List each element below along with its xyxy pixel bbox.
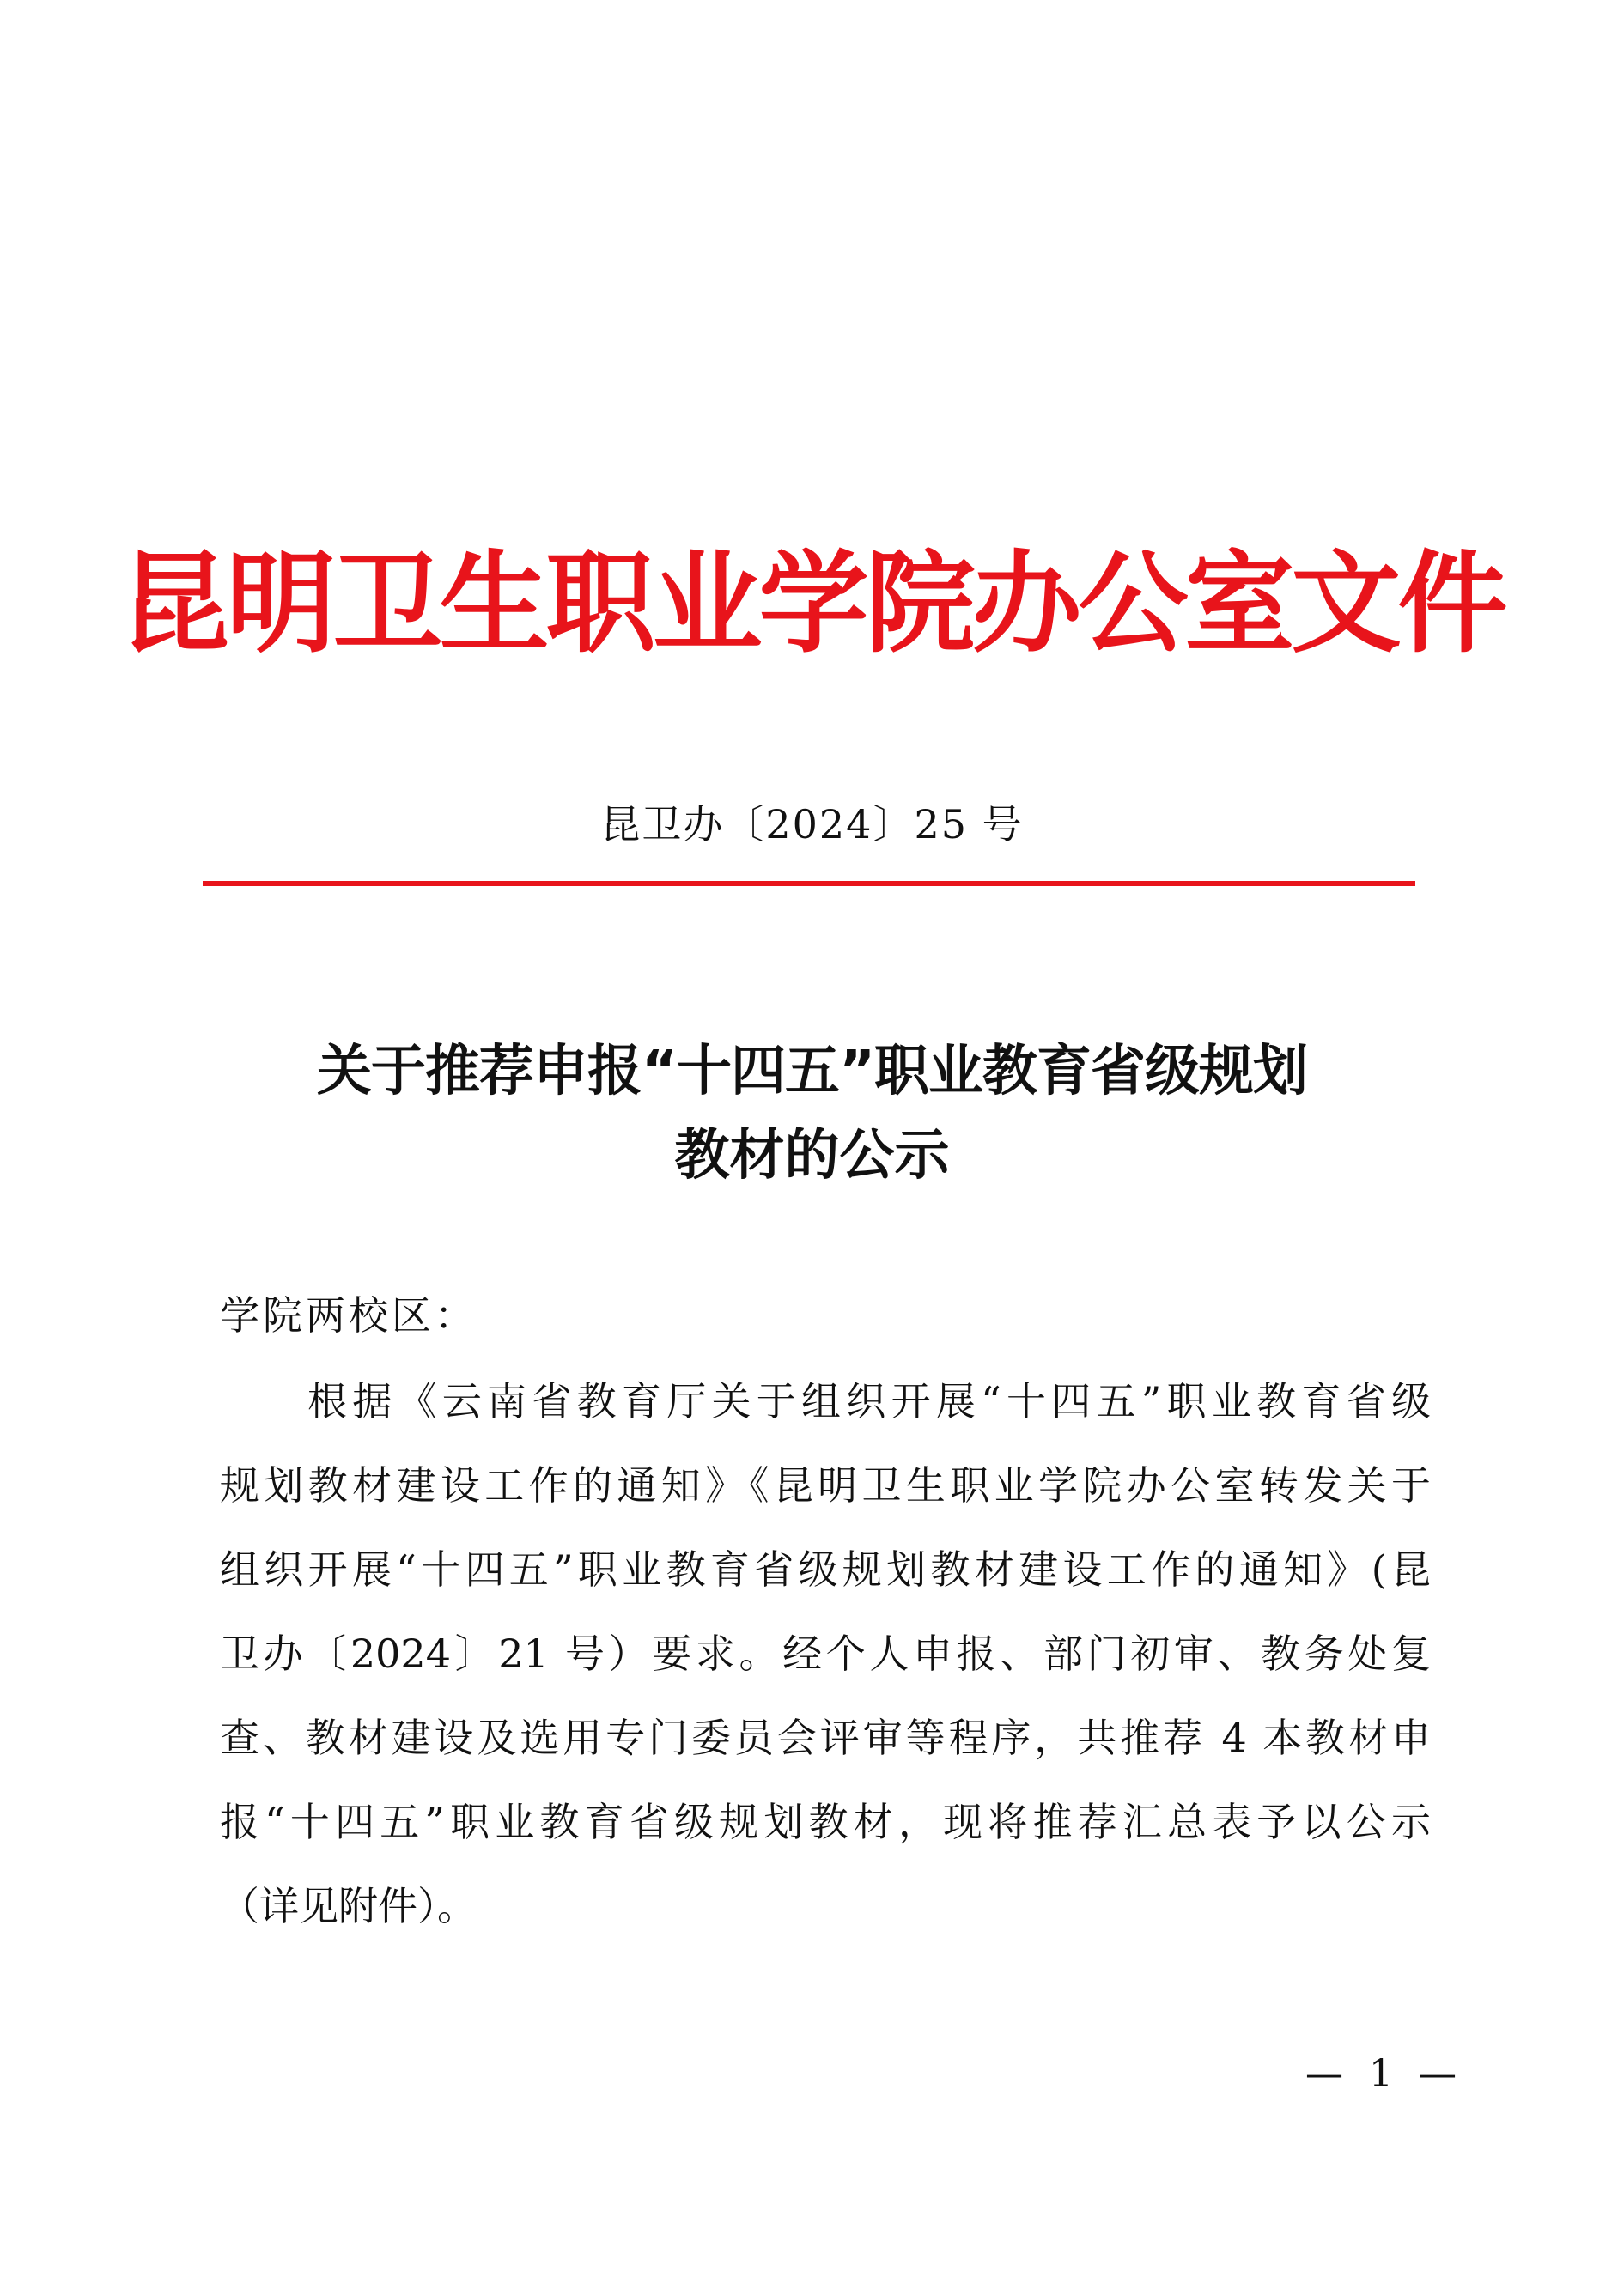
body-line-2: 规划教材建设工作的通知》《昆明卫生职业学院办公室转发关于: [220, 1462, 1431, 1509]
page-number: — 1 —: [1305, 2052, 1463, 2096]
red-divider-line: [203, 881, 1415, 886]
document-number: 昆卫办〔2024〕25 号: [600, 801, 1024, 847]
salutation: 学院两校区：: [220, 1292, 477, 1339]
org-title: 昆明卫生职业学院办公室文件: [119, 539, 1505, 668]
notice-title-line-1: 关于推荐申报“十四五”职业教育省级规划: [316, 1040, 1308, 1103]
body-line-6: 报“十四五”职业教育省级规划教材，现将推荐汇总表予以公示: [220, 1799, 1431, 1845]
body-line-4: 卫办〔2024〕21 号）要求。经个人申报、部门初审、教务处复: [220, 1631, 1431, 1677]
body-line-1: 根据《云南省教育厅关于组织开展“十四五”职业教育省级: [307, 1378, 1431, 1424]
body-line-5: 查、教材建设及选用专门委员会评审等程序，共推荐 4 本教材申: [220, 1715, 1431, 1761]
body-line-3: 组织开展“十四五”职业教育省级规划教材建设工作的通知》(昆: [220, 1546, 1431, 1593]
notice-title-line-2: 教材的公示: [674, 1124, 950, 1187]
body-line-7: （详见附件）。: [220, 1883, 477, 1929]
